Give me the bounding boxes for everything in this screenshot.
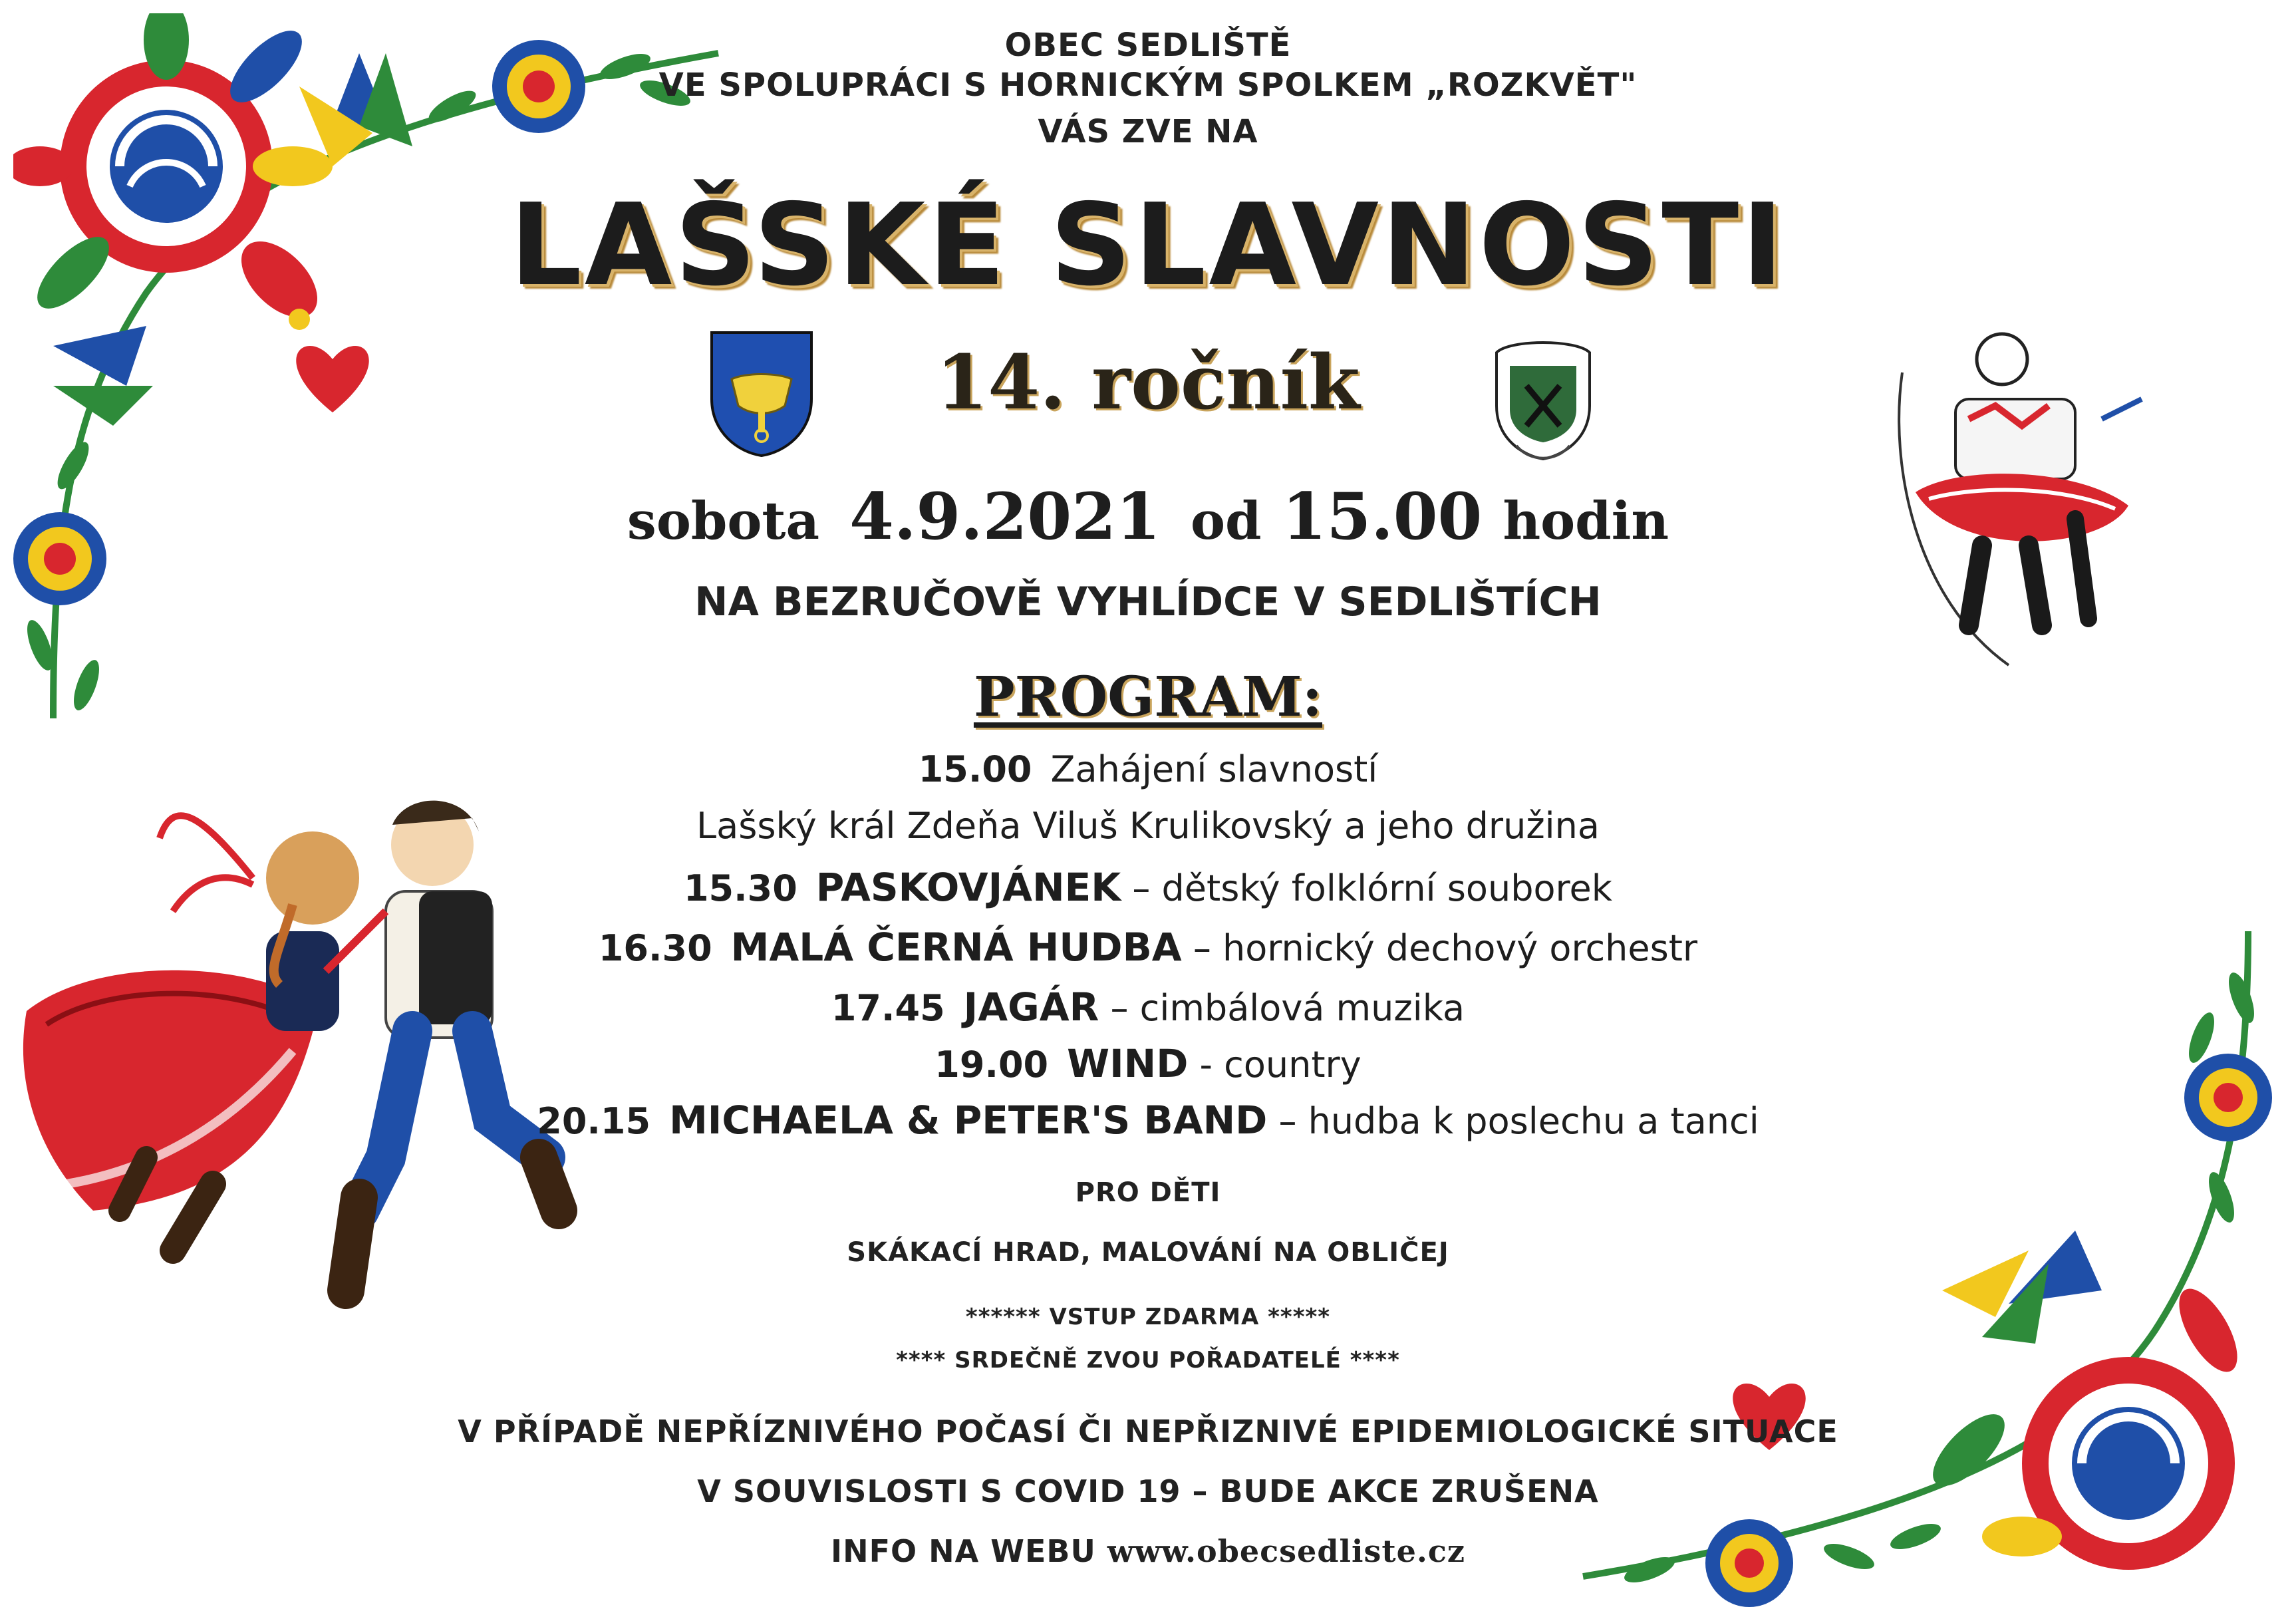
program-time: 15.00 [918, 748, 1032, 790]
program-desc: – hudba k poslechu a tanci [1267, 1100, 1759, 1142]
program-act: MICHAELA & PETER'S BAND [669, 1098, 1268, 1143]
date-day: sobota [627, 491, 819, 551]
info-line [0, 1533, 2296, 1569]
program-item [0, 1098, 2296, 1143]
kids-activities: SKÁKACÍ HRAD, MALOVÁNÍ NA OBLIČEJ [847, 1237, 1449, 1268]
date-from: od [1190, 491, 1262, 551]
program-act: MALÁ ČERNÁ HUDBA [730, 925, 1182, 970]
kids-heading: PRO DĚTI [1075, 1177, 1221, 1208]
info-label: INFO NA WEBU [830, 1533, 1096, 1569]
venue-line: NA BEZRUČOVĚ VYHLÍDCE V SEDLIŠTÍCH [694, 579, 1602, 625]
program-desc: – dětský folklórní souborek [1121, 867, 1613, 909]
program-time: 20.15 [537, 1100, 651, 1142]
program-item [0, 805, 2296, 847]
free-entry-note: ****** VSTUP ZDARMA ***** [965, 1304, 1331, 1330]
edition-label: 14. ročník [936, 339, 1360, 426]
program-item [0, 1041, 2296, 1086]
date-value: 4.9.2021 [849, 479, 1161, 554]
program-act: JAGÁR [963, 984, 1099, 1030]
program-time: 17.45 [831, 987, 945, 1029]
program-item [0, 748, 2296, 790]
program-item [0, 925, 2296, 970]
program-time: 19.00 [934, 1044, 1049, 1086]
header-municipality: OBEC SEDLIŠTĚ [1004, 27, 1292, 64]
cancellation-notice-line2: V SOUVISLOSTI S COVID 19 – BUDE AKCE ZRUŠENA [697, 1473, 1599, 1509]
organizers-note: **** SRDEČNĚ ZVOU POŘADATELÉ **** [896, 1347, 1400, 1374]
program-desc: – cimbálová muzika [1099, 987, 1465, 1029]
program-desc: - country [1188, 1044, 1362, 1086]
program-time: 16.30 [598, 927, 712, 969]
header-invite: VÁS ZVE NA [1038, 113, 1258, 150]
program-heading: PROGRAM: [973, 665, 1323, 729]
date-line [0, 479, 2296, 554]
date-time: 15.00 [1282, 479, 1483, 554]
program-act: Zahájení slavností [1050, 748, 1378, 790]
program-time: 15.30 [683, 867, 797, 909]
header-cooperation: VE SPOLUPRÁCI S HORNICKÝM SPOLKEM „ROZKVĚT" [658, 67, 1638, 104]
date-unit: hodin [1503, 491, 1669, 551]
program-act: PASKOVJÁNEK [815, 865, 1121, 910]
program-item [0, 865, 2296, 910]
cancellation-notice-line1: V PŘÍPADĚ NEPŘÍZNIVÉHO POČASÍ ČI NEPŘIZNIVÉ EPIDEMIOLOGICKÉ SITUACE [458, 1413, 1838, 1449]
program-item [0, 984, 2296, 1030]
website-link[interactable]: www.obecsedliste.cz [1107, 1533, 1465, 1569]
program-act: WIND [1067, 1041, 1189, 1086]
event-title: LAŠSKÉ SLAVNOSTI [509, 180, 1787, 311]
program-desc: Lašský král Zdeňa Viluš Krulikovský a jeho družina [696, 805, 1600, 847]
program-desc: – hornický dechový orchestr [1181, 927, 1698, 969]
